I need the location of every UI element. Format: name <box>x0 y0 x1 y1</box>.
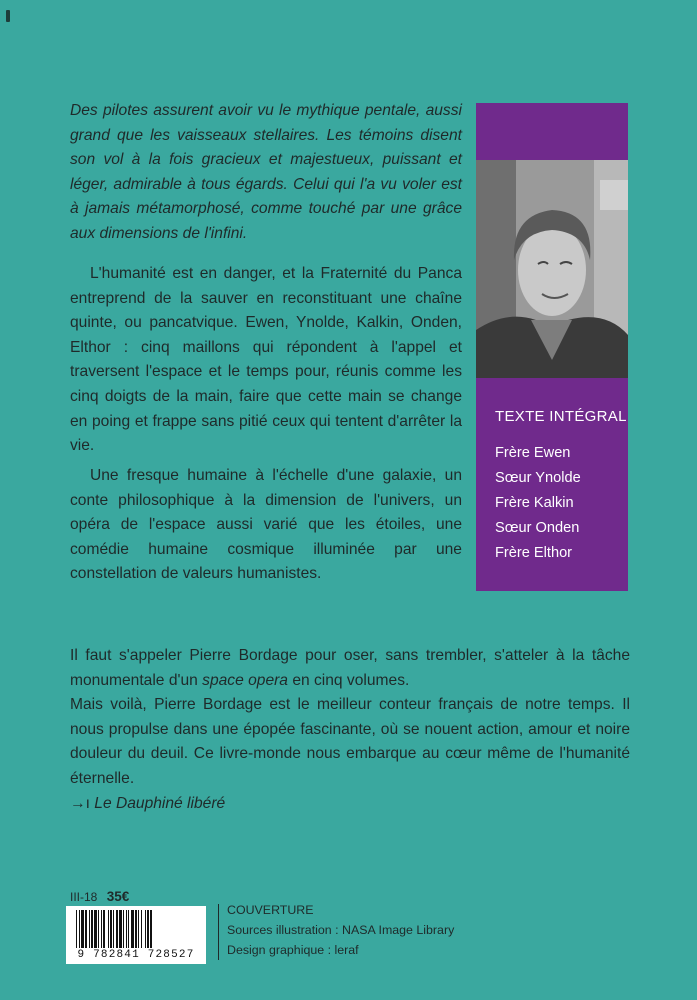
price-code: III-18 <box>70 890 98 904</box>
credits <box>227 900 454 960</box>
source-arrow-icon: →ı <box>70 794 90 812</box>
source-name: Le Dauphiné libéré <box>94 794 226 812</box>
credits-title: COUVERTURE <box>227 903 314 917</box>
contents-item: Sœur Ynolde <box>495 470 581 486</box>
barcode-bars <box>66 906 206 950</box>
contents-item: Frère Elthor <box>495 545 573 561</box>
intro-paragraph: Des pilotes assurent avoir vu le mythique pentale, aussi grand que les vaisseaux stellaires. Les témoins disent son vol à la fois gracieux et majestueux, puissant et léger, admirable à tous égards. Celui qui l'a vu voler est à jamais métamorphosé, comme touché par une grâce aux dimensions de l'infini. <box>70 102 462 242</box>
price: 35€ <box>106 889 130 904</box>
barcode-digits: 9 782841 728527 <box>77 949 195 961</box>
contents-item: Frère Kalkin <box>495 495 574 511</box>
synopsis-paragraph: L'humanité est en danger, et la Fraternité du Panca entreprend de la sauver en reconstituant une chaîne quinte, ou pancatvique. Ewen, Ynolde, Kalkin, Onden, Elthor : cinq maillons qui répondent à l'appel et traversent l'espace et le temps pour, réunis comme les cinq doigts de la main, faire que cette main se change en poing et frappe sans pitié ceux qui tentent d'arrêter la vie. <box>70 265 462 455</box>
contents-list <box>495 441 581 566</box>
review-line-1: Il faut s'appeler Pierre Bordage pour oser, sans trembler, s'atteler à la tâche monumentale d'un space opera en cinq volumes. <box>70 647 630 689</box>
credits-design: Design graphique : leraf <box>227 943 359 957</box>
divider <box>218 904 219 960</box>
barcode <box>66 906 206 964</box>
review-line-2: Mais voilà, Pierre Bordage est le meilleur conteur français de notre temps. Il nous propulse dans une épopée fascinante, où se nouent action, amour et noire douleur du deuil. Ce livre-monde nous embarque au cœur même de l'humanité éternelle. <box>70 696 630 787</box>
tagline-paragraph: Une fresque humaine à l'échelle d'une galaxie, un conte philosophique à la dimension de l'univers, un opéra de l'espace aussi varié que les étoiles, une comédie humaine cosmique illuminée par une constellation de valeurs humanistes. <box>70 467 462 583</box>
contents-heading: TEXTE INTÉGRAL <box>495 408 627 425</box>
genre-term: space opera <box>202 671 288 689</box>
contents-panel <box>476 103 628 591</box>
author-portrait <box>476 160 628 378</box>
press-review <box>70 644 630 816</box>
corner-mark <box>6 10 10 22</box>
review-source <box>70 792 630 817</box>
contents-item: Frère Ewen <box>495 445 571 461</box>
contents-item: Sœur Onden <box>495 520 580 536</box>
price-row <box>70 889 129 904</box>
credits-illustration: Sources illustration : NASA Image Library <box>227 923 455 937</box>
